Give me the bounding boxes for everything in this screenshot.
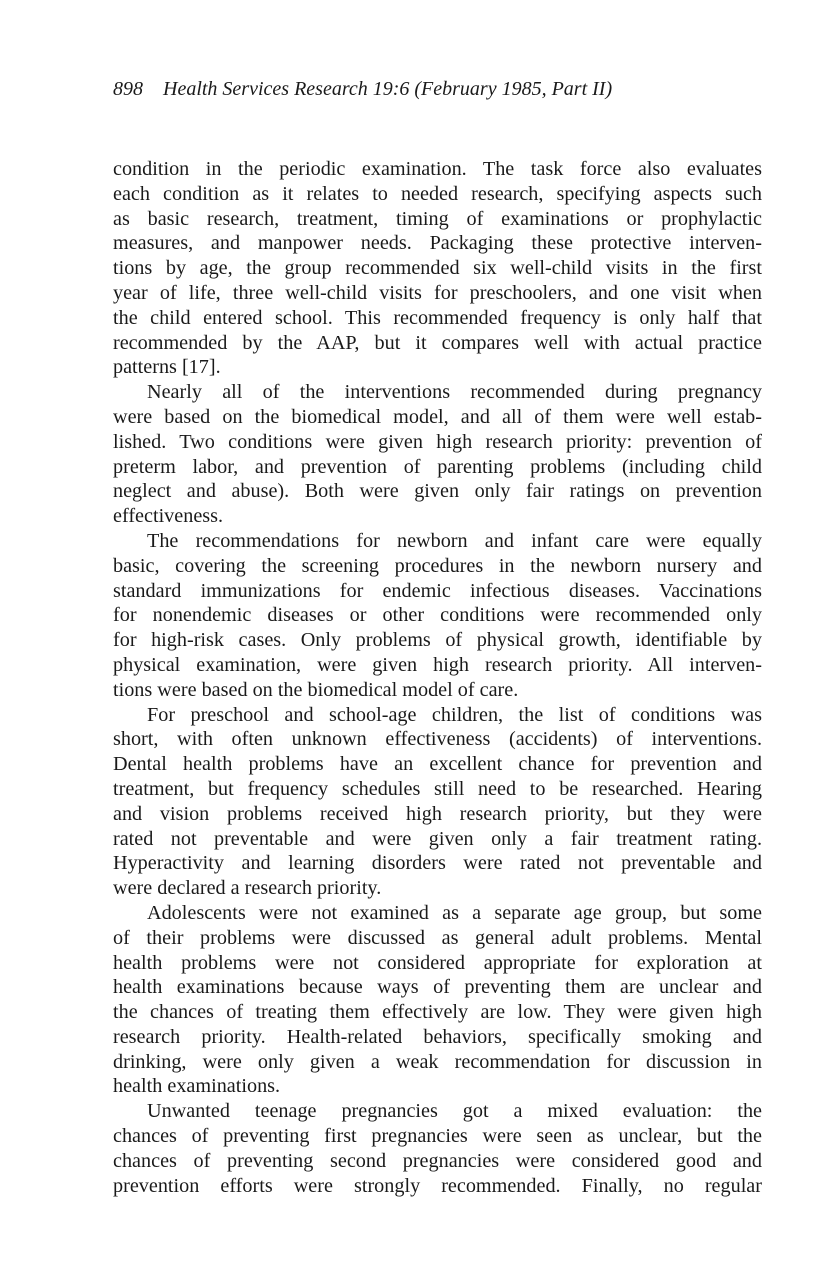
text-line: the chances of treating them effectively are low. They were given high xyxy=(113,1001,762,1024)
running-header xyxy=(113,78,612,101)
text-line: tions were based on the biomedical model of care. xyxy=(113,678,519,701)
page-number: 898 xyxy=(113,78,143,100)
text-line: treatment, but frequency schedules still need to be researched. Hearing xyxy=(113,777,762,800)
text-line: for nonendemic diseases or other conditions were recommended only xyxy=(113,604,762,627)
text-line: condition in the periodic examination. The task force also evaluates xyxy=(113,158,762,180)
text-line: Nearly all of the interventions recommended during pregnancy xyxy=(147,381,762,404)
text-line: Adolescents were not examined as a separate age group, but some xyxy=(147,901,762,924)
text-line: the child entered school. This recommended frequency is only half that xyxy=(113,306,762,329)
text-line: year of life, three well-child visits for preschoolers, and one visit when xyxy=(113,281,762,304)
text-line: Hyperactivity and learning disorders were rated not preventable and xyxy=(113,852,762,875)
text-line: physical examination, were given high research priority. All interven- xyxy=(113,653,762,676)
running-title: Health Services Research 19:6 (February 1985, Part II) xyxy=(163,78,613,100)
paragraph xyxy=(113,380,762,529)
text-line: measures, and manpower needs. Packaging these protective interven- xyxy=(113,232,762,255)
text-line: short, with often unknown effectiveness (accidents) of interventions. xyxy=(113,728,762,751)
text-line: effectiveness. xyxy=(113,505,224,528)
text-line: Dental health problems have an excellent chance for prevention and xyxy=(113,753,762,776)
text-line: each condition as it relates to needed research, specifying aspects such xyxy=(113,182,762,205)
text-line: Unwanted teenage pregnancies got a mixed evaluation: the xyxy=(147,1100,762,1123)
paragraph xyxy=(113,1099,762,1198)
text-line: chances of preventing second pregnancies were considered good and xyxy=(113,1149,762,1172)
text-line: for high-risk cases. Only problems of physical growth, identifiable by xyxy=(113,629,762,652)
paragraph xyxy=(113,529,762,703)
text-line: as basic research, treatment, timing of examinations or prophylactic xyxy=(113,207,762,230)
paragraph xyxy=(113,703,762,901)
text-line: basic, covering the screening procedures in the newborn nursery and xyxy=(113,554,762,577)
text-line: were declared a research priority. xyxy=(113,877,382,900)
text-line: drinking, were only given a weak recommendation for discussion in xyxy=(113,1050,762,1073)
text-line: were based on the biomedical model, and all of them were well estab- xyxy=(113,405,762,428)
text-line: The recommendations for newborn and infant care were equally xyxy=(147,529,762,552)
paragraph xyxy=(113,157,762,380)
text-line: rated not preventable and were given only a fair treatment rating. xyxy=(113,827,762,850)
text-line: preterm labor, and prevention of parenting problems (including child xyxy=(113,455,762,478)
text-line: tions by age, the group recommended six well-child visits in the first xyxy=(113,257,762,280)
text-line: health examinations. xyxy=(113,1075,281,1098)
text-line: recommended by the AAP, but it compares well with actual practice xyxy=(113,331,762,354)
text-line: patterns [17]. xyxy=(113,356,221,379)
text-line: standard immunizations for endemic infectious diseases. Vaccinations xyxy=(113,579,762,602)
text-line: neglect and abuse). Both were given only fair ratings on prevention xyxy=(113,480,762,503)
text-line: health problems were not considered appropriate for exploration at xyxy=(113,951,762,974)
text-line: and vision problems received high research priority, but they were xyxy=(113,802,762,825)
paragraph xyxy=(113,901,762,1099)
text-line: lished. Two conditions were given high research priority: prevention of xyxy=(113,430,762,453)
text-line: For preschool and school-age children, the list of conditions was xyxy=(147,703,762,726)
body-text xyxy=(113,157,762,1198)
text-line: health examinations because ways of preventing them are unclear and xyxy=(113,976,762,999)
text-line: chances of preventing first pregnancies were seen as unclear, but the xyxy=(113,1125,762,1148)
text-line: of their problems were discussed as general adult problems. Mental xyxy=(113,926,762,949)
text-line: prevention efforts were strongly recommended. Finally, no regular xyxy=(113,1174,762,1197)
text-line: research priority. Health-related behaviors, specifically smoking and xyxy=(113,1025,762,1048)
